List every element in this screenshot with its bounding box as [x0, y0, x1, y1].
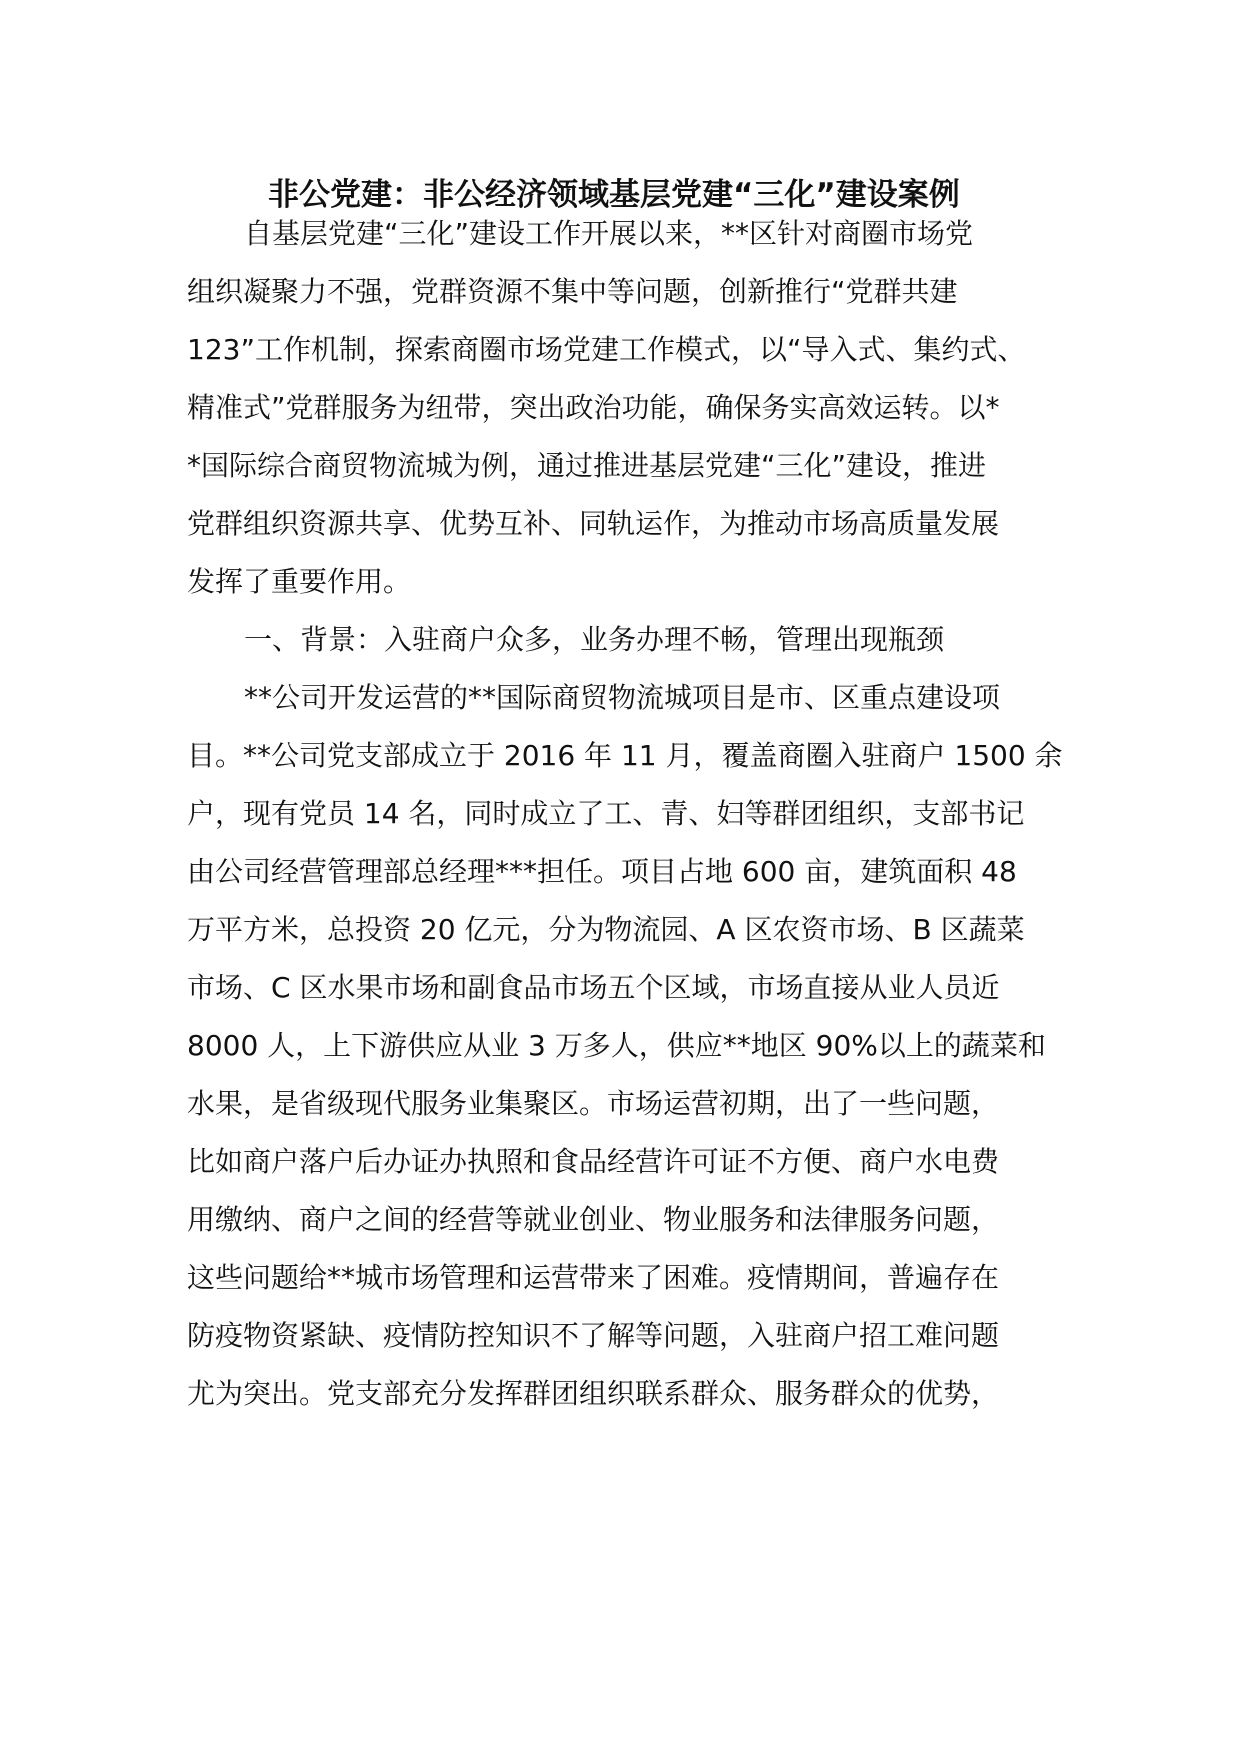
- paragraph-line: 水果，是省级现代服务业集聚区。市场运营初期，出了一些问题，: [187, 1087, 1000, 1120]
- paragraph-line: 123”工作机制，探索商圈市场党建工作模式，以“导入式、集约式、: [187, 333, 1026, 366]
- paragraph-line: **公司开发运营的**国际商贸物流城项目是市、区重点建设项: [244, 681, 1001, 714]
- paragraph-line: 目。**公司党支部成立于 2016 年 11 月，覆盖商圈入驻商户 1500 余: [187, 739, 1063, 772]
- paragraph-line: 市场、C 区水果市场和副食品市场五个区域，市场直接从业人员近: [187, 971, 1000, 1004]
- section-heading: 一、背景：入驻商户众多，业务办理不畅，管理出现瓶颈: [244, 623, 945, 656]
- paragraph-line: 比如商户落户后办证办执照和食品经营许可证不方便、商户水电费: [187, 1145, 1000, 1178]
- paragraph-line: 防疫物资紧缺、疫情防控知识不了解等问题，入驻商户招工难问题: [187, 1319, 1000, 1352]
- paragraph-line: 自基层党建“三化”建设工作开展以来，**区针对商圈市场党: [244, 217, 974, 250]
- document-title: 非公党建：非公经济领域基层党建“三化”建设案例: [268, 177, 960, 213]
- paragraph-line: 户，现有党员 14 名，同时成立了工、青、妇等群团组织，支部书记: [187, 797, 1025, 830]
- paragraph-line: *国际综合商贸物流城为例，通过推进基层党建“三化”建设，推进: [187, 449, 987, 482]
- paragraph-line: 由公司经营管理部总经理***担任。项目占地 600 亩，建筑面积 48: [187, 855, 1017, 888]
- paragraph-line: 精准式”党群服务为纽带，突出政治功能，确保务实高效运转。以*: [187, 391, 1000, 424]
- paragraph-line: 发挥了重要作用。: [187, 565, 412, 598]
- paragraph-line: 尤为突出。党支部充分发挥群团组织联系群众、服务群众的优势，: [187, 1377, 1000, 1410]
- paragraph-line: 党群组织资源共享、优势互补、同轨运作，为推动市场高质量发展: [187, 507, 1000, 540]
- paragraph-line: 用缴纳、商户之间的经营等就业创业、物业服务和法律服务问题，: [187, 1203, 1000, 1236]
- paragraph-line: 这些问题给**城市场管理和运营带来了困难。疫情期间，普遍存在: [187, 1261, 1000, 1294]
- paragraph-line: 组织凝聚力不强，党群资源不集中等问题，创新推行“党群共建: [187, 275, 958, 308]
- paragraph-line: 8000 人，上下游供应从业 3 万多人，供应**地区 90%以上的蔬菜和: [187, 1029, 1046, 1062]
- paragraph-line: 万平方米，总投资 20 亿元，分为物流园、A 区农资市场、B 区蔬菜: [187, 913, 1025, 946]
